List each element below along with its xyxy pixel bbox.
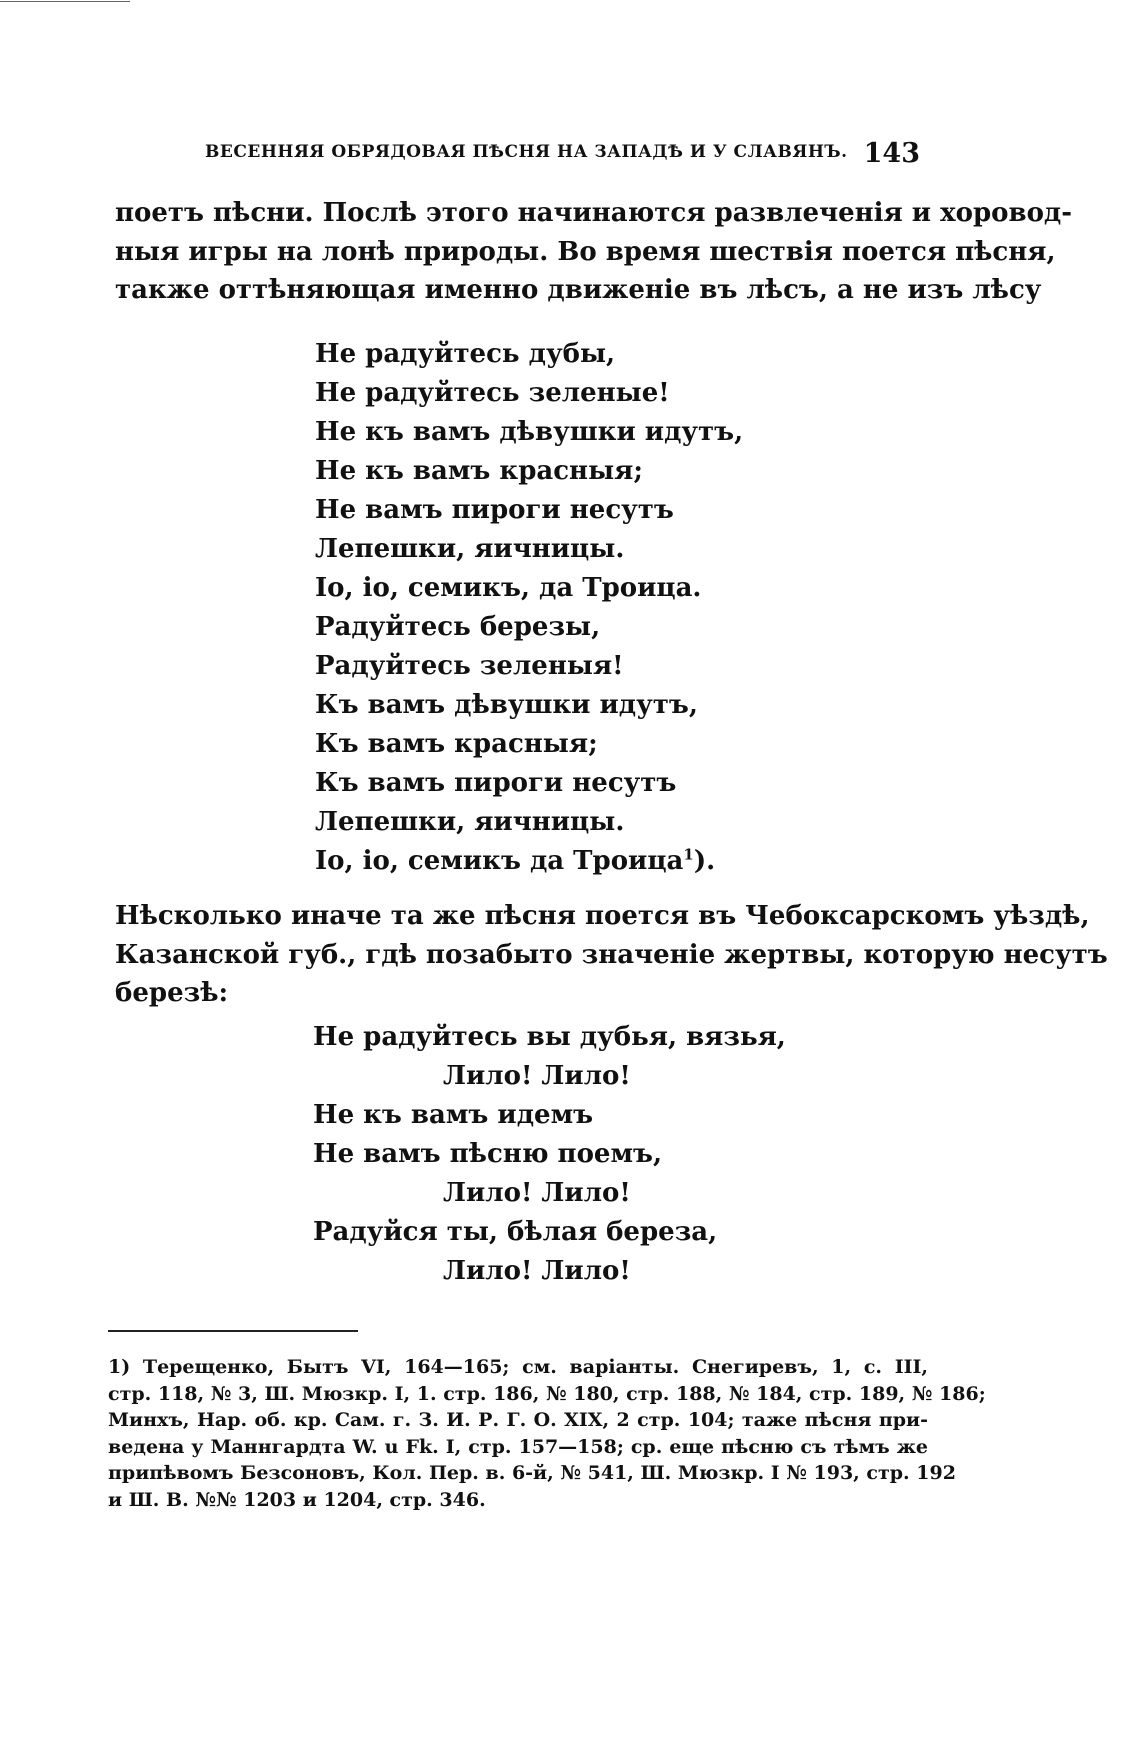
- verse-refrain: Лило! Лило!: [443, 1178, 631, 1208]
- verse-line: Къ вамъ дѣвушки идутъ,: [315, 690, 698, 720]
- verse-line: Лепешки, яичницы.: [315, 807, 625, 837]
- verse-line: Не радуйтесь дубы,: [315, 339, 616, 369]
- verse-refrain: Лило! Лило!: [443, 1256, 631, 1286]
- footnote-line: стр. 118, № 3, Ш. Мюзкр. I, 1. стр. 186, № 180, стр. 188, № 184, стр. 189, № 186;: [108, 1382, 986, 1405]
- verse-line: Іо, іо, семикъ, да Троица.: [315, 573, 702, 603]
- verse-line-text: Іо, іо, семикъ да Троица: [315, 846, 684, 876]
- running-head: ВЕСЕННЯЯ ОБРЯДОВАЯ ПѢСНЯ НА ЗАПАДѢ И У СЛАВЯНЪ.: [205, 142, 848, 162]
- verse-line: Къ вамъ пироги несутъ: [315, 768, 677, 798]
- paragraph-cheboksary: [115, 897, 1108, 1013]
- text-line: Казанской губ., гдѣ позабыто значеніе жертвы, которую несутъ: [115, 939, 1108, 970]
- text-line: ныя игры на лонѣ природы. Во время шествія поется пѣсня,: [115, 236, 1056, 267]
- verse-line: Радуйся ты, бѣлая береза,: [313, 1217, 718, 1247]
- page-number: 143: [863, 138, 920, 169]
- footnote-line: 1) Терещенко, Бытъ VI, 164—165; см. варіанты. Снегиревъ, 1, с. III,: [108, 1356, 928, 1378]
- song-verse-1: [315, 335, 743, 881]
- text-line: поетъ пѣсни. Послѣ этого начинаются развлеченія и хоровод-: [115, 198, 1073, 228]
- text-line: березѣ:: [115, 978, 229, 1008]
- footnote-line: Минхъ, Нар. об. кр. Сам. г. З. И. Р. Г. О. XIX, 2 стр. 104; таже пѣсня при-: [108, 1409, 928, 1432]
- footnote-line: ведена у Маннгардта W. u Fk. I, стр. 157—158; ср. еще пѣсню съ тѣмъ же: [108, 1435, 928, 1458]
- verse-line: Радуйтесь зеленыя!: [315, 651, 624, 681]
- page-edge-line: [0, 1, 130, 2]
- verse-line: Не къ вамъ красныя;: [315, 456, 643, 486]
- verse-line: Не вамъ пироги несутъ: [315, 495, 674, 525]
- song-verse-2: [313, 1018, 786, 1291]
- verse-refrain: Лило! Лило!: [443, 1061, 631, 1091]
- footnote-marker: 1: [683, 845, 694, 864]
- footnote-line: и Ш. В. №№ 1203 и 1204, стр. 346.: [108, 1488, 486, 1511]
- verse-line: Къ вамъ красныя;: [315, 729, 598, 759]
- text-line: Нѣсколько иначе та же пѣсня поется въ Чебоксарскомъ уѣздѣ,: [115, 901, 1090, 931]
- verse-line: Не вамъ пѣсню поемъ,: [313, 1139, 663, 1169]
- verse-line: Не къ вамъ дѣвушки идутъ,: [315, 417, 744, 447]
- verse-line: Не радуйтесь вы дубья, вязья,: [313, 1022, 786, 1052]
- footnote-separator: [108, 1330, 358, 1332]
- page-header: [205, 138, 920, 174]
- verse-line-suffix: ).: [693, 846, 716, 876]
- paragraph-intro: [115, 194, 1073, 310]
- verse-line: Не радуйтесь зеленые!: [315, 378, 670, 408]
- verse-line: Не къ вамъ идемъ: [313, 1100, 594, 1130]
- verse-line: Радуйтесь березы,: [315, 612, 601, 642]
- verse-line: Лепешки, яичницы.: [315, 534, 625, 564]
- text-line: также оттѣняющая именно движеніе въ лѣсъ, а не изъ лѣсу: [115, 275, 1042, 305]
- verse-line-last: [315, 842, 743, 881]
- footnote-line: припѣвомъ Безсоновъ, Кол. Пер. в. 6-й, № 541, Ш. Мюзкр. I № 193, стр. 192: [108, 1462, 956, 1485]
- footnote-block: [108, 1354, 986, 1514]
